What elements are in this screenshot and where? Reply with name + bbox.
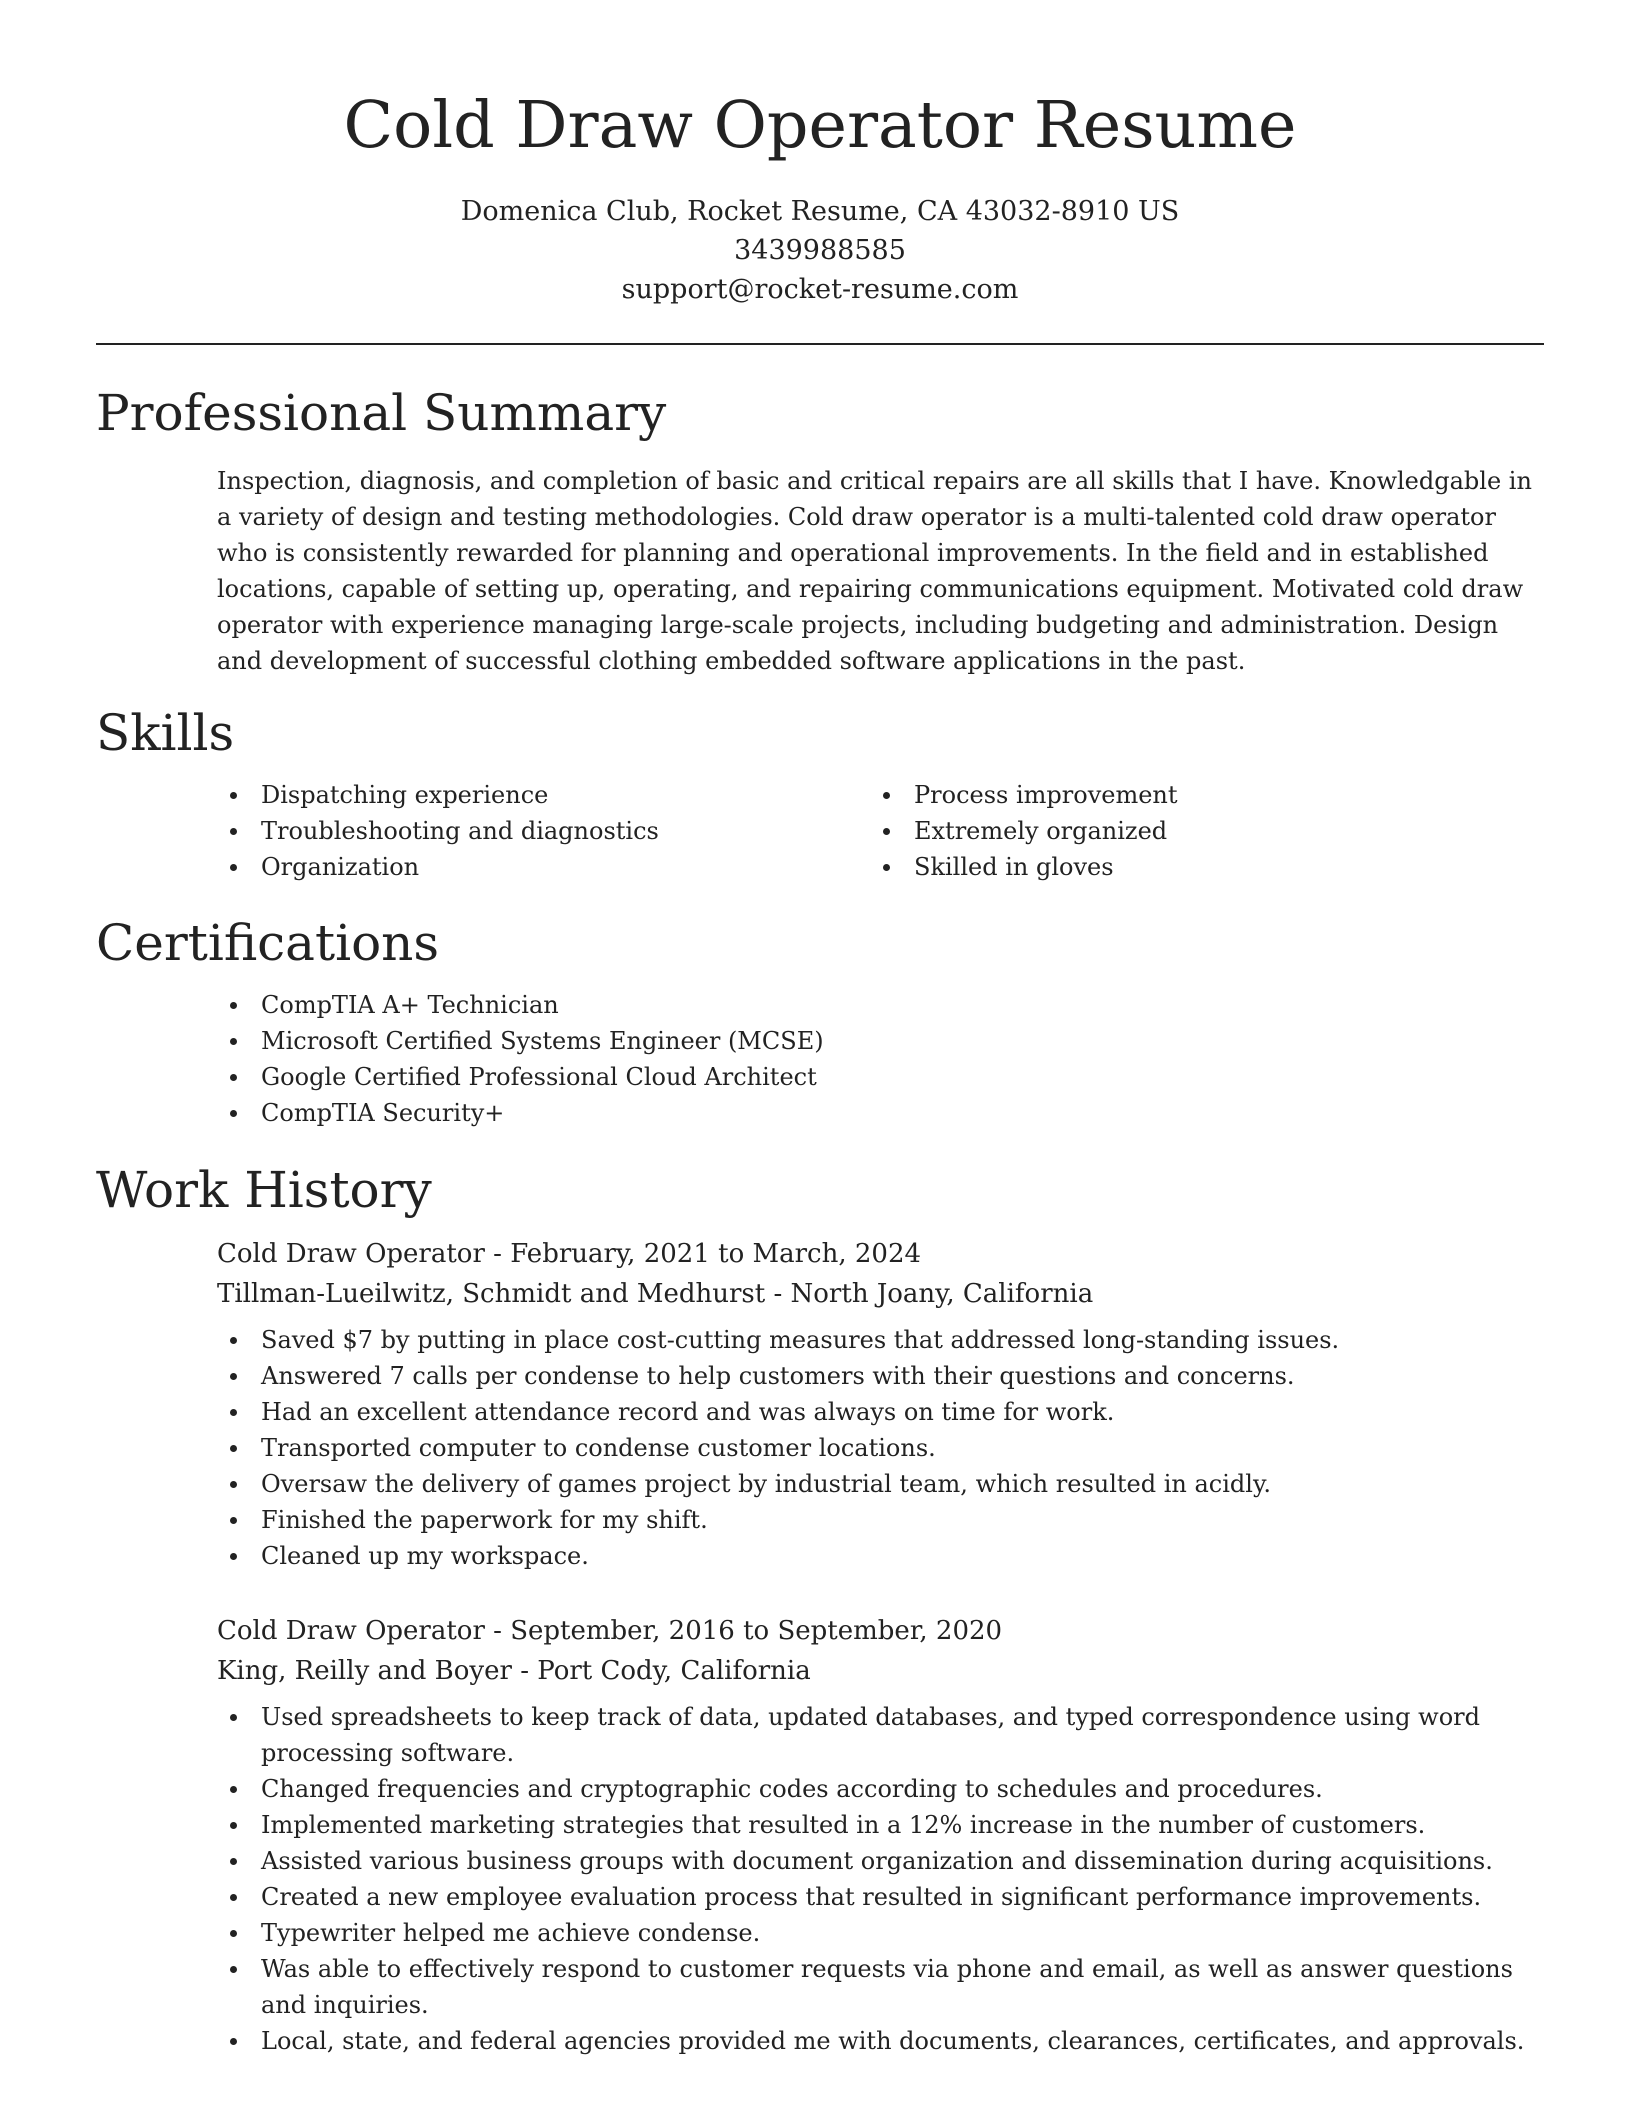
contact-address: Domenica Club, Rocket Resume, CA 43032-8910 US: [460, 196, 1180, 227]
job-company-line: [217, 1274, 1544, 1314]
job-bullets: [217, 1699, 1544, 2059]
job-bullet: Assisted various business groups with document organization and dissemination during acquisitions.: [217, 1843, 1544, 1879]
job-bullet: Cleaned up my workspace.: [217, 1538, 1544, 1574]
job-bullet: Transported computer to condense customer locations.: [217, 1430, 1544, 1466]
job-bullet: Answered 7 calls per condense to help customers with their questions and concerns.: [217, 1358, 1544, 1394]
job-location: - North Joany, California: [765, 1279, 1094, 1309]
skills-section: [96, 701, 1544, 885]
skill-item: Process improvement: [870, 777, 1523, 813]
summary-text: Inspection, diagnosis, and completion of basic and critical repairs are all skills that I have. Knowledgable in a variety of design and testing methodologies. Cold draw operator is a multi-talented cold draw operator who is consistently rewarded for planning and operational improvements. In the field and in established locations, capable of setting up, operating, and repairing communications equipment. Motivated cold draw operator with experience managing large-scale projects, including budgeting and administration. Design and development of successful clothing embedded software applications in the past.: [217, 467, 1532, 675]
job-bullet: Used spreadsheets to keep track of data, updated databases, and typed correspondence using word processing software.: [217, 1699, 1544, 1771]
resume-title: Cold Draw Operator Resume: [343, 88, 1297, 163]
skills-grid: [217, 777, 1544, 885]
skill-item: Organization: [217, 849, 870, 885]
certification-item: Google Certified Professional Cloud Architect: [217, 1059, 1544, 1095]
job-bullet: Was able to effectively respond to customer requests via phone and email, as well as answer questions and inquiries.: [217, 1951, 1544, 2023]
job-title: Cold Draw Operator: [217, 1239, 485, 1269]
summary-section: [96, 381, 1544, 679]
contact-email: support@rocket-resume.com: [621, 274, 1019, 305]
skill-item: Troubleshooting and diagnostics: [217, 813, 870, 849]
work-history-section: [96, 1158, 1544, 1222]
job-entry: [217, 1611, 1544, 2059]
job-bullet: Local, state, and federal agencies provided me with documents, clearances, certificates, and approvals.: [217, 2023, 1544, 2059]
summary-heading: Professional Summary: [96, 384, 667, 442]
certifications-list: [217, 987, 1544, 1131]
certification-item: CompTIA A+ Technician: [217, 987, 1544, 1023]
job-dates: - September, 2016 to September, 2020: [484, 1616, 1003, 1646]
job-company: Tillman-Lueilwitz, Schmidt and Medhurst: [217, 1279, 766, 1309]
job-bullet: Created a new employee evaluation process that resulted in significant performance improvements.: [217, 1879, 1544, 1915]
contact-block: [96, 192, 1544, 309]
job-bullet: Finished the paperwork for my shift.: [217, 1502, 1544, 1538]
job-location: - Port Cody, California: [511, 1656, 811, 1686]
certifications-section: [96, 911, 1544, 1131]
job-dates: - February, 2021 to March, 2024: [484, 1239, 922, 1269]
job-bullet: Implemented marketing strategies that resulted in a 12% increase in the number of customers.: [217, 1807, 1544, 1843]
job-company: King, Reilly and Boyer: [217, 1656, 512, 1686]
job-bullet: Changed frequencies and cryptographic codes according to schedules and procedures.: [217, 1771, 1544, 1807]
job-bullets: [217, 1322, 1544, 1574]
job-title: Cold Draw Operator: [217, 1616, 485, 1646]
skill-item: Extremely organized: [870, 813, 1523, 849]
job-company-line: [217, 1651, 1544, 1691]
job-entry: [217, 1234, 1544, 1574]
certification-item: CompTIA Security+: [217, 1095, 1544, 1131]
job-title-line: [217, 1611, 1544, 1651]
skills-left-list: [217, 777, 870, 885]
skills-heading: Skills: [96, 704, 235, 762]
skills-right-list: [870, 777, 1523, 885]
contact-phone: 3439988585: [734, 235, 906, 266]
job-title-line: [217, 1234, 1544, 1274]
job-bullet: Typewriter helped me achieve condense.: [217, 1915, 1544, 1951]
job-bullet: Oversaw the delivery of games project by industrial team, which resulted in acidly.: [217, 1466, 1544, 1502]
header-divider: [96, 343, 1544, 345]
skill-item: Skilled in gloves: [870, 849, 1523, 885]
skill-item: Dispatching experience: [217, 777, 870, 813]
certifications-heading: Certifications: [96, 914, 440, 972]
job-bullet: Had an excellent attendance record and was always on time for work.: [217, 1394, 1544, 1430]
work-history-heading: Work History: [96, 1161, 432, 1219]
certification-item: Microsoft Certified Systems Engineer (MCSE): [217, 1023, 1544, 1059]
job-bullet: Saved $7 by putting in place cost-cutting measures that addressed long-standing issues.: [217, 1322, 1544, 1358]
